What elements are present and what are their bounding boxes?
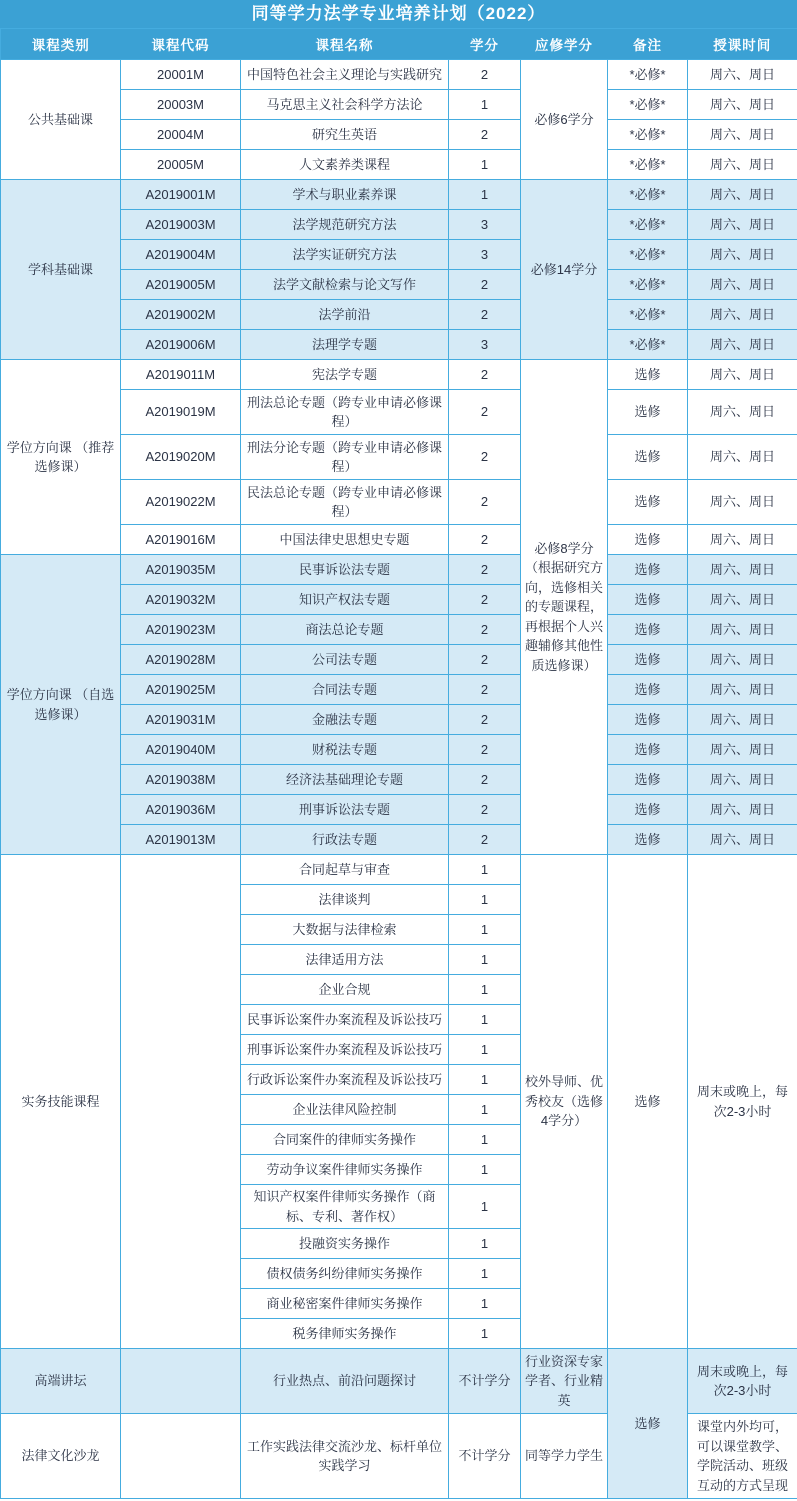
course-name-cell: 民事诉讼案件办案流程及诉讼技巧 [241,1005,449,1035]
note-cell: 选修 [608,615,688,645]
course-name-cell: 知识产权案件律师实务操作（商标、专利、著作权） [241,1185,449,1229]
course-name-cell: 工作实践法律交流沙龙、标杆单位实践学习 [241,1414,449,1499]
course-code-cell: A2019036M [121,795,241,825]
column-header-required-credits: 应修学分 [521,29,608,60]
table-row [1,555,797,585]
note-cell: *必修* [608,150,688,180]
schedule-cell: 周六、周日 [688,210,797,240]
course-code-cell: A2019013M [121,825,241,855]
note-cell: *必修* [608,210,688,240]
course-code-cell: A2019023M [121,615,241,645]
schedule-cell: 周六、周日 [688,435,797,480]
course-name-cell: 民法总论专题（跨专业申请必修课程） [241,480,449,525]
note-cell: 选修 [608,705,688,735]
course-code-cell: A2019002M [121,300,241,330]
note-cell: 选修 [608,390,688,435]
page-title: 同等学力法学专业培养计划（2022） [0,0,797,28]
credits-cell: 2 [449,735,521,765]
table-row [1,585,797,615]
note-cell: *必修* [608,180,688,210]
note-cell: *必修* [608,120,688,150]
note-cell: *必修* [608,240,688,270]
schedule-cell: 周六、周日 [688,705,797,735]
credits-cell: 2 [449,795,521,825]
course-code-cell [121,855,241,1349]
required-credits-cell: 同等学力学生 [521,1414,608,1499]
category-cell: 学科基础课 [1,180,121,360]
schedule-cell: 周六、周日 [688,615,797,645]
credits-cell: 1 [449,1259,521,1289]
credits-cell: 3 [449,330,521,360]
required-credits-cell: 必修8学分（根据研究方向，选修相关的专题课程，再根据个人兴趣辅修其他性质选修课） [521,360,608,855]
schedule-cell: 周六、周日 [688,555,797,585]
course-name-cell: 刑事诉讼案件办案流程及诉讼技巧 [241,1035,449,1065]
note-cell: 选修 [608,480,688,525]
schedule-cell: 周六、周日 [688,795,797,825]
course-name-cell: 税务律师实务操作 [241,1319,449,1349]
course-code-cell: A2019005M [121,270,241,300]
credits-cell: 1 [449,1155,521,1185]
note-cell: 选修 [608,555,688,585]
course-name-cell: 学术与职业素养课 [241,180,449,210]
credits-cell: 不计学分 [449,1414,521,1499]
credits-cell: 不计学分 [449,1349,521,1414]
course-name-cell: 商法总论专题 [241,615,449,645]
note-cell: *必修* [608,330,688,360]
table-row [1,675,797,705]
schedule-cell: 周六、周日 [688,240,797,270]
table-row [1,360,797,390]
course-code-cell [121,1414,241,1499]
course-name-cell: 研究生英语 [241,120,449,150]
credits-cell: 2 [449,435,521,480]
table-row [1,150,797,180]
course-name-cell: 合同起草与审查 [241,855,449,885]
course-name-cell: 经济法基础理论专题 [241,765,449,795]
credits-cell: 1 [449,1005,521,1035]
course-name-cell: 商业秘密案件律师实务操作 [241,1289,449,1319]
course-code-cell: A2019019M [121,390,241,435]
table-row [1,180,797,210]
column-header-schedule: 授课时间 [688,29,797,60]
required-credits-cell: 必修6学分 [521,60,608,180]
credits-cell: 3 [449,240,521,270]
course-name-cell: 债权债务纠纷律师实务操作 [241,1259,449,1289]
course-name-cell: 知识产权法专题 [241,585,449,615]
table-row [1,300,797,330]
course-code-cell: 20003M [121,90,241,120]
credits-cell: 3 [449,210,521,240]
course-name-cell: 法学规范研究方法 [241,210,449,240]
note-cell: *必修* [608,270,688,300]
course-code-cell: A2019022M [121,480,241,525]
note-cell: *必修* [608,300,688,330]
schedule-cell: 课堂内外均可，可以课堂教学、学院活动、班级互动的方式呈现 [688,1414,797,1499]
course-code-cell: A2019011M [121,360,241,390]
table-row [1,615,797,645]
course-name-cell: 人文素养类课程 [241,150,449,180]
course-name-cell: 马克思主义社会科学方法论 [241,90,449,120]
schedule-cell: 周六、周日 [688,765,797,795]
schedule-cell: 周六、周日 [688,300,797,330]
course-name-cell: 合同案件的律师实务操作 [241,1125,449,1155]
category-cell: 学位方向课 （自选选修课） [1,555,121,855]
note-cell: *必修* [608,60,688,90]
course-name-cell: 行政法专题 [241,825,449,855]
course-name-cell: 企业法律风险控制 [241,1095,449,1125]
course-name-cell: 劳动争议案件律师实务操作 [241,1155,449,1185]
note-cell: 选修 [608,525,688,555]
note-cell: 选修 [608,765,688,795]
course-code-cell: A2019001M [121,180,241,210]
credits-cell: 1 [449,885,521,915]
course-name-cell: 企业合规 [241,975,449,1005]
category-cell: 公共基础课 [1,60,121,180]
course-code-cell: A2019031M [121,705,241,735]
credits-cell: 1 [449,1229,521,1259]
course-name-cell: 宪法学专题 [241,360,449,390]
required-credits-cell: 行业资深专家学者、行业精英 [521,1349,608,1414]
schedule-cell: 周六、周日 [688,735,797,765]
course-name-cell: 行业热点、前沿问题探讨 [241,1349,449,1414]
credits-cell: 1 [449,90,521,120]
required-credits-cell: 必修14学分 [521,180,608,360]
credits-cell: 1 [449,1319,521,1349]
credits-cell: 2 [449,645,521,675]
schedule-cell: 周六、周日 [688,150,797,180]
credits-cell: 2 [449,555,521,585]
credits-cell: 1 [449,1035,521,1065]
course-name-cell: 公司法专题 [241,645,449,675]
column-header-course-name: 课程名称 [241,29,449,60]
schedule-cell: 周六、周日 [688,645,797,675]
table-row [1,390,797,435]
course-code-cell: A2019004M [121,240,241,270]
schedule-cell: 周六、周日 [688,180,797,210]
table-row [1,90,797,120]
course-name-cell: 法律谈判 [241,885,449,915]
category-cell: 高端讲坛 [1,1349,121,1414]
credits-cell: 2 [449,390,521,435]
course-name-cell: 法学实证研究方法 [241,240,449,270]
schedule-cell: 周六、周日 [688,330,797,360]
course-code-cell: 20005M [121,150,241,180]
course-name-cell: 投融资实务操作 [241,1229,449,1259]
table-row [1,645,797,675]
credits-cell: 2 [449,120,521,150]
credits-cell: 1 [449,1125,521,1155]
credits-cell: 2 [449,825,521,855]
note-cell: 选修 [608,645,688,675]
credits-cell: 2 [449,615,521,645]
course-name-cell: 行政诉讼案件办案流程及诉讼技巧 [241,1065,449,1095]
note-cell: 选修 [608,585,688,615]
table-row [1,120,797,150]
credits-cell: 1 [449,855,521,885]
credits-cell: 1 [449,1095,521,1125]
course-code-cell: A2019032M [121,585,241,615]
category-cell: 学位方向课 （推荐选修课） [1,360,121,555]
schedule-cell: 周六、周日 [688,60,797,90]
schedule-cell: 周六、周日 [688,480,797,525]
table-row [1,480,797,525]
credits-cell: 1 [449,915,521,945]
column-header-note: 备注 [608,29,688,60]
course-code-cell: A2019035M [121,555,241,585]
course-name-cell: 法理学专题 [241,330,449,360]
note-cell: 选修 [608,825,688,855]
course-name-cell: 合同法专题 [241,675,449,705]
schedule-cell: 周末或晚上，每次2-3小时 [688,1349,797,1414]
course-name-cell: 刑法总论专题（跨专业申请必修课程） [241,390,449,435]
required-credits-cell: 校外导师、优秀校友（选修4学分） [521,855,608,1349]
credits-cell: 1 [449,975,521,1005]
table-row [1,330,797,360]
schedule-cell: 周六、周日 [688,585,797,615]
course-name-cell: 法学前沿 [241,300,449,330]
course-name-cell: 大数据与法律检索 [241,915,449,945]
course-name-cell: 法律适用方法 [241,945,449,975]
course-name-cell: 中国特色社会主义理论与实践研究 [241,60,449,90]
table-row [1,855,797,885]
course-code-cell: 20004M [121,120,241,150]
course-code-cell: A2019020M [121,435,241,480]
schedule-cell: 周六、周日 [688,390,797,435]
credits-cell: 2 [449,675,521,705]
course-name-cell: 财税法专题 [241,735,449,765]
course-name-cell: 刑法分论专题（跨专业申请必修课程） [241,435,449,480]
course-code-cell: A2019028M [121,645,241,675]
course-code-cell [121,1349,241,1414]
credits-cell: 1 [449,150,521,180]
note-cell: 选修 [608,1349,688,1499]
credits-cell: 2 [449,480,521,525]
table-row [1,705,797,735]
credits-cell: 2 [449,270,521,300]
table-row [1,240,797,270]
course-code-cell: A2019040M [121,735,241,765]
course-name-cell: 民事诉讼法专题 [241,555,449,585]
table-body [1,60,797,1499]
course-code-cell: A2019025M [121,675,241,705]
note-cell: *必修* [608,90,688,120]
note-cell: 选修 [608,675,688,705]
table-row [1,60,797,90]
schedule-cell: 周六、周日 [688,825,797,855]
table-row [1,270,797,300]
column-header-course-code: 课程代码 [121,29,241,60]
credits-cell: 2 [449,300,521,330]
note-cell: 选修 [608,795,688,825]
credits-cell: 2 [449,360,521,390]
course-code-cell: 20001M [121,60,241,90]
table-row [1,825,797,855]
note-cell: 选修 [608,855,688,1349]
course-code-cell: A2019003M [121,210,241,240]
credits-cell: 1 [449,1185,521,1229]
schedule-cell: 周六、周日 [688,525,797,555]
table-row [1,1349,797,1414]
course-name-cell: 中国法律史思想史专题 [241,525,449,555]
column-header-category: 课程类别 [1,29,121,60]
curriculum-table [0,28,797,1499]
course-name-cell: 刑事诉讼法专题 [241,795,449,825]
table-row [1,735,797,765]
schedule-cell: 周六、周日 [688,270,797,300]
table-row [1,795,797,825]
note-cell: 选修 [608,735,688,765]
table-row [1,435,797,480]
credits-cell: 1 [449,1065,521,1095]
schedule-cell: 周六、周日 [688,675,797,705]
table-row [1,525,797,555]
course-name-cell: 金融法专题 [241,705,449,735]
note-cell: 选修 [608,435,688,480]
category-cell: 法律文化沙龙 [1,1414,121,1499]
credits-cell: 2 [449,60,521,90]
credits-cell: 1 [449,180,521,210]
credits-cell: 2 [449,585,521,615]
category-cell: 实务技能课程 [1,855,121,1349]
course-code-cell: A2019006M [121,330,241,360]
credits-cell: 1 [449,1289,521,1319]
schedule-cell: 周末或晚上，每次2-3小时 [688,855,797,1349]
schedule-cell: 周六、周日 [688,120,797,150]
credits-cell: 2 [449,705,521,735]
credits-cell: 1 [449,945,521,975]
course-code-cell: A2019016M [121,525,241,555]
note-cell: 选修 [608,360,688,390]
course-code-cell: A2019038M [121,765,241,795]
header-row [1,29,797,60]
table-row [1,210,797,240]
credits-cell: 2 [449,525,521,555]
table-row [1,765,797,795]
column-header-credits: 学分 [449,29,521,60]
course-name-cell: 法学文献检索与论文写作 [241,270,449,300]
schedule-cell: 周六、周日 [688,360,797,390]
credits-cell: 2 [449,765,521,795]
schedule-cell: 周六、周日 [688,90,797,120]
